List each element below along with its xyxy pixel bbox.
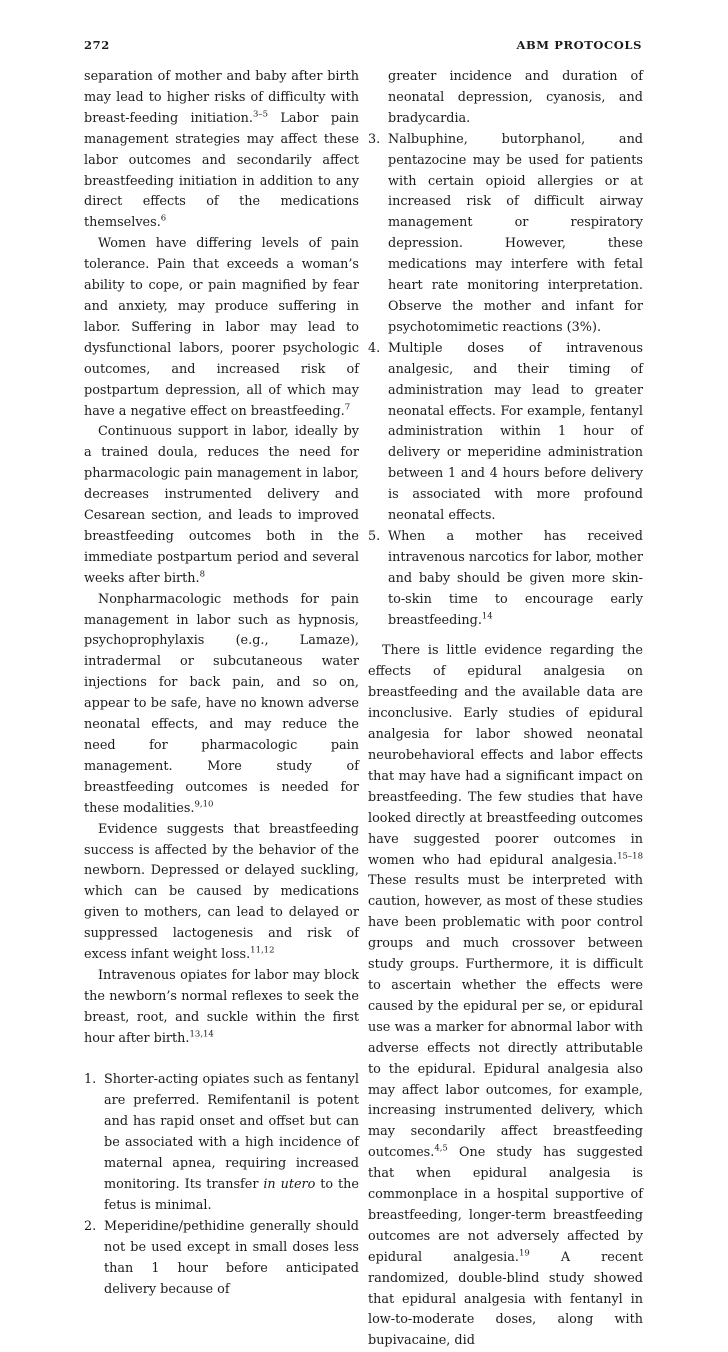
- citation[interactable]: 15–18: [617, 851, 643, 862]
- list-item: 5. When a mother has received intravenous narcotics for labor, mother and baby should be given more skin-to-skin time to encourage early breastfeeding.$^{14}$: [368, 528, 643, 628]
- paragraph-intravenous-opiates: Intravenous opiates for labor may block the newborn’s normal reflexes to seek the breast, root, and suckle within the first hour after birth.$^{13,14}$: [84, 967, 359, 1046]
- list-item: 3. Nalbuphine, butorphanol, and pentazocine may be used for patients with certain opioid allergies or at increased risk of difficult airway management or respiratory depression. However, these medications may interfere with fetal heart rate monitoring interpretation. Observe the mother and infant for psychotomimetic reactions (3%).: [368, 131, 643, 335]
- citation[interactable]: 8: [199, 569, 206, 580]
- citation[interactable]: 9,10: [194, 799, 214, 810]
- paragraph-continuous-support: Continuous support in labor, ideally by a trained doula, reduces the need for pharmacologic pain management in labor, decreases instrumented delivery and Cesarean section, and leads to improved breastfeeding outcomes both in the immediate postpartum period and several weeks after birth.$^8$: [84, 424, 359, 586]
- citation[interactable]: 14: [481, 611, 493, 622]
- citation[interactable]: 3–5: [253, 109, 269, 120]
- citation[interactable]: 11,12: [250, 945, 275, 956]
- paragraph-epidural: There is little evidence regarding the effects of epidural analgesia on breastfeeding and the available data are inconclusive. Early studies of epidural analgesia for labor showed neonatal neurobehavioral effects and labor effects that may have had a significant impact on breastfeeding. The few studies that have looked directly at breastfeeding outcomes have suggested poorer outcomes in women who had epidural analgesia.$^{15-18}$ These results must be interpreted with caution, however, as most of these studies have been problematic with poor control groups and much crossover between study groups. Furthermore, it is difficult to ascertain whether the effects were caused by the epidural per se, or epidural use was a marker for abnormal labor with adverse effects not directly attributable to the epidural. Epidural analgesia also may affect labor outcomes, for example, increasing instrumented delivery, which may secondarily affect breastfeeding outcomes.$^{4,5}$ One study has suggested that when epidural analgesia is commonplace in a hospital supportive of breastfeeding, longer-term breastfeeding outcomes are not adversely affected by epidural analgesia.$^{19}$ A recent randomized, double-blind study showed that epidural analgesia with fentanyl in low-to-moderate doses, along with bupivacaine, did: [368, 643, 643, 1349]
- paragraph-nonpharmacologic: Nonpharmacologic methods for pain management in labor such as hypnosis, psychoprophylaxis (e.g., Lamaze), intradermal or subcutaneous water injections for back pain, and so on, appear to be safe, have no known adverse neonatal effects, and may reduce the need for pharmacologic pain management. More study of breastfeeding outcomes is needed for these modalities.$^{9,10}$: [84, 591, 359, 816]
- paragraph-pain-tolerance: Women have differing levels of pain tolerance. Pain that exceeds a woman’s ability to cope, or pain magnified by fear and anxiety, may produce suffering in labor. Suffering in labor may lead to dysfunctional labors, poorer psychologic outcomes, and increased risk of postpartum depression, all of which may have a negative effect on breastfeeding.$^7$: [84, 236, 359, 419]
- paragraph-separation: separation of mother and baby after birth may lead to higher risks of difficulty with breast-feeding initiation.$^{3-5}$ Labor pain management strategies may affect these labor outcomes and secondarily affect breastfeeding initiation in addition to any direct effects of the medications themselves.$^6$: [84, 69, 359, 231]
- page-number: 272: [84, 38, 110, 52]
- citation[interactable]: 19: [518, 1248, 530, 1259]
- left-column: [84, 67, 359, 1300]
- list-item-continued: greater incidence and duration of neonatal depression, cyanosis, and bradycardia.: [388, 69, 643, 126]
- journal-title: ABM PROTOCOLS: [516, 38, 642, 52]
- list-item: 2. Meperidine/pethidine generally should not be used except in small doses less than 1 hour before anticipated delivery because of: [84, 1218, 359, 1297]
- citation[interactable]: 13,14: [189, 1029, 214, 1040]
- running-header: [84, 38, 642, 56]
- citation[interactable]: 6: [160, 214, 167, 225]
- citation[interactable]: 4,5: [434, 1143, 448, 1154]
- recommendation-list: [84, 1070, 359, 1300]
- citation[interactable]: 7: [344, 402, 351, 413]
- paragraph-evidence: Evidence suggests that breastfeeding success is affected by the behavior of the newborn. Depressed or delayed suckling, which can be caused by medications given to mothers, can lead to delayed or suppressed lactogenesis and risk of excess infant weight loss.$^{11,12}$: [84, 821, 359, 963]
- recommendation-list-continued: [368, 67, 643, 631]
- list-item: 4. Multiple doses of intravenous analgesic, and their timing of administration may lead to greater neonatal effects. For example, fentanyl administration within 1 hour of delivery or meperidine administration between 1 and 4 hours before delivery is associated with more profound neonatal effects.: [368, 340, 643, 524]
- list-item: 1. Shorter-acting opiates such as fentanyl are preferred. Remifentanil is potent and has rapid onset and offset but can be associated with a high incidence of maternal apnea, requiring increased monitoring. Its transfer in utero to the fetus is minimal.: [84, 1072, 359, 1213]
- right-column: [368, 67, 643, 1352]
